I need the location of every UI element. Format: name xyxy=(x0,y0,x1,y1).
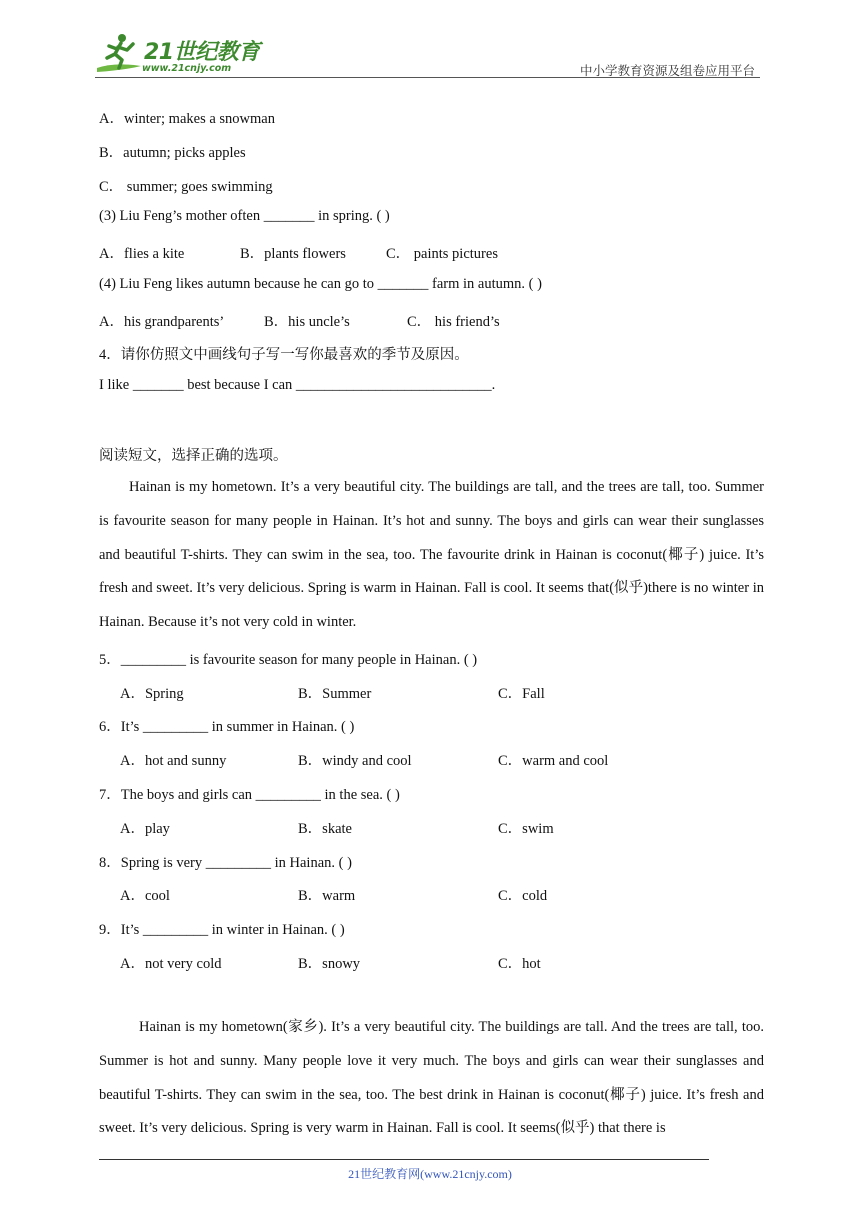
question-9-stem: 9．It’s _________ in winter in Hainan. ( ) xyxy=(99,922,345,938)
header-divider xyxy=(95,77,760,78)
option-c: C． paints pictures xyxy=(386,246,498,262)
option-a: A．Spring xyxy=(120,686,184,702)
footer-divider xyxy=(99,1159,709,1160)
question-4-stem: (4) Liu Feng likes autumn because he can go to _______ farm in autumn. ( ) xyxy=(99,276,542,292)
option-line: A．winter; makes a snowman xyxy=(99,111,275,127)
header-platform-text: 中小学教育资源及组卷应用平台 xyxy=(579,64,755,78)
page-header xyxy=(95,32,760,78)
question-8-stem: 8．Spring is very _________ in Hainan. ( ) xyxy=(99,855,352,871)
option-b: B．his uncle’s xyxy=(264,314,350,330)
option-a: A．flies a kite xyxy=(99,246,185,262)
option-line: C． summer; goes swimming xyxy=(99,179,273,195)
reading-passage-1: Hainan is my hometown. It’s a very beautiful city. The buildings are tall, and the trees are tall, too. Summer is favourite season for many people in Hainan. It’s hot and sunny. The boys and girls can wear their sunglasses and beautiful T-shirts. They can swim in the sea, too. The favourite drink in Hainan is coconut(椰子) juice. It’s fresh and sweet. It’s very delicious. Spring is warm in Hainan. Fall is cool. It seems that(似乎)there is no winter in Hainan. Because it’s not very cold in winter. xyxy=(99,479,764,631)
option-c: C．warm and cool xyxy=(498,753,609,769)
option-b: B．Summer xyxy=(298,686,372,702)
option-c: C．Fall xyxy=(498,686,545,702)
reading-passage-2: Hainan is my hometown(家乡). It’s a very beautiful city. The buildings are tall. And the trees are tall, too. Summer is hot and sunny. Many people love it very much. The boys and girls can wear their sunglasses and beautiful T-shirts. They can swim in the sea, too. The best drink in Hainan is coconut(椰子) juice. It’s fresh and sweet. It’s very delicious. Spring is very warm in Hainan. Fall is cool. It seems(似乎) that there is xyxy=(99,1019,764,1137)
reading-instruction: 阅读短文，选择正确的选项。 xyxy=(99,448,288,464)
option-b: B．warm xyxy=(298,888,356,904)
option-a: A．play xyxy=(120,821,170,837)
option-a: A．hot and sunny xyxy=(120,753,227,769)
option-a: A．not very cold xyxy=(120,956,222,972)
writing-task-title: 4．请你仿照文中画线句子写一写你最喜欢的季节及原因。 xyxy=(99,347,469,363)
option-b: B．plants flowers xyxy=(240,246,346,262)
page-footer: 21世纪教育网(www.21cnjy.com) xyxy=(348,1167,512,1181)
option-b: B．skate xyxy=(298,821,352,837)
option-a: A．cool xyxy=(120,888,170,904)
site-logo xyxy=(95,32,265,78)
option-c: C． his friend’s xyxy=(407,314,500,330)
writing-task-line: I like _______ best because I can ___________________________. xyxy=(99,377,496,393)
option-c: C．swim xyxy=(498,821,554,837)
option-b: B．snowy xyxy=(298,956,361,972)
logo-text: 21世纪教育 xyxy=(144,40,260,65)
question-6-stem: 6．It’s _________ in summer in Hainan. ( ) xyxy=(99,719,355,735)
option-b: B．windy and cool xyxy=(298,753,412,769)
question-3-stem: (3) Liu Feng’s mother often _______ in spring. ( ) xyxy=(99,208,390,224)
option-line: B．autumn; picks apples xyxy=(99,145,246,161)
question-7-stem: 7．The boys and girls can _________ in the sea. ( ) xyxy=(99,787,400,803)
runner-logo-icon xyxy=(95,32,145,76)
option-a: A．his grandparents’ xyxy=(99,314,225,330)
option-c: C．cold xyxy=(498,888,548,904)
question-5-stem: 5．_________ is favourite season for many people in Hainan. ( ) xyxy=(99,652,478,668)
option-c: C．hot xyxy=(498,956,541,972)
logo-url: www.21cnjy.com xyxy=(142,63,232,74)
